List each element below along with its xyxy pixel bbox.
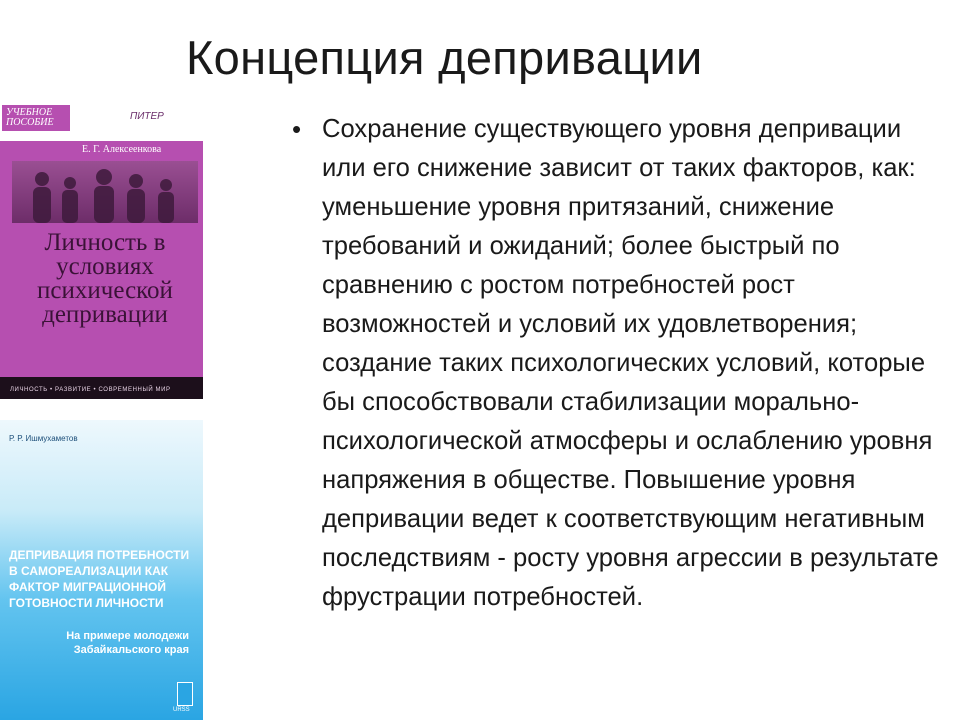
book-author: Е. Г. Алексеенкова [82, 144, 162, 155]
book-series-line: ЛИЧНОСТЬ • РАЗВИТИЕ • СОВРЕМЕННЫЙ МИР [10, 387, 171, 393]
bullet-text: Сохранение существующего уровня депривации или его снижение зависит от таких факторов, как: уменьшение уровня притязаний, снижение требований и ожиданий; более быстрый по сравнению с ростом потребностей рост возможностей и условий их удовлетворения; создание таких психологических условий, которые бы способствовали стабилизации морально-психологической атмосферы и ослаблению уровня напряжения в обществе. Повышение уровня депривации ведет к соответствующим негативным последствиям - росту уровня агрессии в результате фрустрации потребностей. [322, 115, 939, 611]
book-series-label: УЧЕБНОЕ ПОСОБИЕ [2, 105, 70, 131]
book-subtitle: На примере молодежи Забайкальского края [66, 630, 189, 656]
publisher-logo-icon [177, 682, 193, 706]
book-title: ДЕПРИВАЦИЯ ПОТРЕБНОСТИ В САМОРЕАЛИЗАЦИИ КАК ФАКТОР МИГРАЦИОННОЙ ГОТОВНОСТИ ЛИЧНОСТИ [9, 548, 190, 610]
publisher-logo-label: URSS [173, 707, 190, 713]
book-cover-self-realization [0, 420, 203, 720]
book-cover-photo [12, 161, 198, 223]
slide-content [292, 110, 947, 617]
bullet-marker: • [292, 114, 302, 144]
slide-title: Концепция депривации [186, 31, 703, 84]
book-cover-deprivation-personality [0, 103, 203, 399]
book-author: Р. Р. Ишмухаметов [9, 434, 78, 443]
publisher-logo: ПИТЕР [130, 111, 164, 122]
book-title: Личность в условиях психической депривации [37, 229, 173, 328]
people-silhouettes-icon [12, 161, 198, 223]
bullet-item [292, 110, 947, 617]
